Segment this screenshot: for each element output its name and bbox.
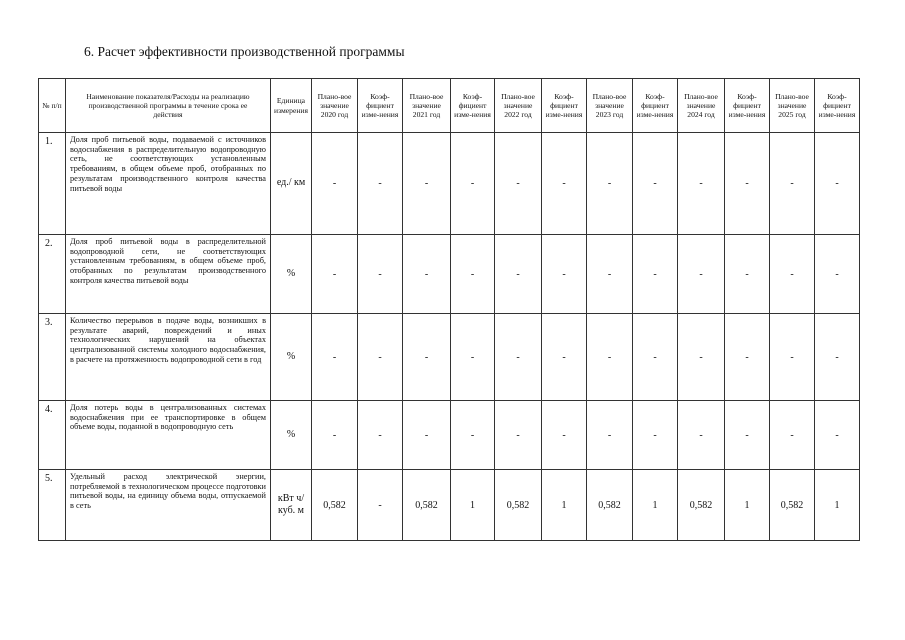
value-cell: - — [358, 235, 403, 314]
value-cell: - — [403, 235, 451, 314]
value-cell: 0,582 — [678, 470, 725, 541]
header-cell: Единица измерения — [271, 79, 312, 133]
value-cell: - — [403, 133, 451, 235]
indicator-name: Удельный расход электрической энергии, потребляемой в технологическом процессе подготовки питьевой воды, на единицу объема воды, отпускаемой в сеть — [66, 470, 271, 541]
value-cell: - — [770, 235, 815, 314]
efficiency-table — [38, 78, 860, 541]
header-cell: Коэф-фициент изме-нения — [542, 79, 587, 133]
header-cell: № п/п — [39, 79, 66, 133]
value-cell: - — [633, 314, 678, 401]
table-row — [39, 314, 860, 401]
indicator-name: Доля потерь воды в централизованных системах водоснабжения при ее транспортировке в общем объеме воды, поданной в водопроводную сеть — [66, 401, 271, 470]
value-cell: - — [451, 235, 495, 314]
value-cell: 0,582 — [587, 470, 633, 541]
value-cell: - — [451, 133, 495, 235]
header-cell: Плано-вое значение 2022 год — [495, 79, 542, 133]
value-cell: - — [725, 314, 770, 401]
value-cell: - — [678, 133, 725, 235]
table-row — [39, 401, 860, 470]
value-cell: - — [633, 235, 678, 314]
indicator-name: Количество перерывов в подаче воды, возникших в результате аварий, повреждений и иных технологических нарушений на объектах централизованной системы холодного водоснабжения, в расчете на протяженность водопроводной сети в год — [66, 314, 271, 401]
value-cell: - — [358, 401, 403, 470]
value-cell: 1 — [451, 470, 495, 541]
value-cell: - — [312, 314, 358, 401]
row-number: 2. — [39, 235, 66, 314]
table-row — [39, 235, 860, 314]
row-number: 3. — [39, 314, 66, 401]
value-cell: - — [495, 133, 542, 235]
header-cell: Коэф-фициент изме-нения — [451, 79, 495, 133]
value-cell: - — [312, 235, 358, 314]
value-cell: 0,582 — [495, 470, 542, 541]
value-cell: - — [815, 401, 860, 470]
value-cell: - — [815, 133, 860, 235]
value-cell: - — [770, 314, 815, 401]
value-cell: - — [770, 133, 815, 235]
value-cell: - — [678, 401, 725, 470]
unit-cell: % — [271, 235, 312, 314]
value-cell: - — [815, 314, 860, 401]
value-cell: - — [312, 133, 358, 235]
value-cell: 0,582 — [403, 470, 451, 541]
value-cell: - — [725, 133, 770, 235]
value-cell: - — [587, 314, 633, 401]
value-cell: - — [358, 314, 403, 401]
value-cell: 1 — [542, 470, 587, 541]
unit-cell: ед./ км — [271, 133, 312, 235]
value-cell: - — [587, 235, 633, 314]
header-cell: Коэф-фициент изме-нения — [815, 79, 860, 133]
unit-cell: % — [271, 314, 312, 401]
value-cell: - — [495, 401, 542, 470]
value-cell: - — [542, 401, 587, 470]
value-cell: - — [770, 401, 815, 470]
value-cell: - — [633, 401, 678, 470]
value-cell: - — [542, 133, 587, 235]
value-cell: - — [451, 314, 495, 401]
header-cell: Плано-вое значение 2025 год — [770, 79, 815, 133]
header-cell: Коэф-фициент изме-нения — [725, 79, 770, 133]
value-cell: - — [542, 314, 587, 401]
row-number: 1. — [39, 133, 66, 235]
header-cell: Плано-вое значение 2023 год — [587, 79, 633, 133]
row-number: 5. — [39, 470, 66, 541]
table-row — [39, 470, 860, 541]
value-cell: - — [542, 235, 587, 314]
table-row — [39, 133, 860, 235]
value-cell: - — [725, 235, 770, 314]
value-cell: - — [403, 401, 451, 470]
value-cell: 1 — [815, 470, 860, 541]
value-cell: - — [633, 133, 678, 235]
value-cell: - — [358, 470, 403, 541]
header-cell: Плано-вое значение 2020 год — [312, 79, 358, 133]
header-cell: Коэф-фициент изме-нения — [358, 79, 403, 133]
value-cell: - — [358, 133, 403, 235]
value-cell: - — [725, 401, 770, 470]
value-cell: 1 — [633, 470, 678, 541]
unit-cell: % — [271, 401, 312, 470]
indicator-name: Доля проб питьевой воды, подаваемой с источников водоснабжения в распределительную водопроводную сеть, не соответствующих установленным требованиям, в общем объеме проб, отобранных по результатам производственного контроля качества питьевой воды — [66, 133, 271, 235]
value-cell: - — [815, 235, 860, 314]
value-cell: 1 — [725, 470, 770, 541]
page-title: 6. Расчет эффективности производственной программы — [84, 44, 405, 59]
table-header-row — [39, 79, 860, 133]
header-cell: Коэф-фициент изме-нения — [633, 79, 678, 133]
value-cell: - — [451, 401, 495, 470]
header-cell: Наименование показателя/Расходы на реализацию производственной программы в течение срока ее действия — [66, 79, 271, 133]
value-cell: - — [495, 314, 542, 401]
unit-cell: кВт ч/куб. м — [271, 470, 312, 541]
value-cell: - — [587, 133, 633, 235]
value-cell: - — [403, 314, 451, 401]
value-cell: - — [678, 314, 725, 401]
value-cell: - — [587, 401, 633, 470]
value-cell: - — [678, 235, 725, 314]
value-cell: 0,582 — [312, 470, 358, 541]
value-cell: 0,582 — [770, 470, 815, 541]
indicator-name: Доля проб питьевой воды в распределительной водопроводной сети, не соответствующих установленным требованиям, в общем объеме проб, отобранных по результатам производственного контроля качества питьевой воды — [66, 235, 271, 314]
value-cell: - — [495, 235, 542, 314]
value-cell: - — [312, 401, 358, 470]
header-cell: Плано-вое значение 2021 год — [403, 79, 451, 133]
row-number: 4. — [39, 401, 66, 470]
header-cell: Плано-вое значение 2024 год — [678, 79, 725, 133]
